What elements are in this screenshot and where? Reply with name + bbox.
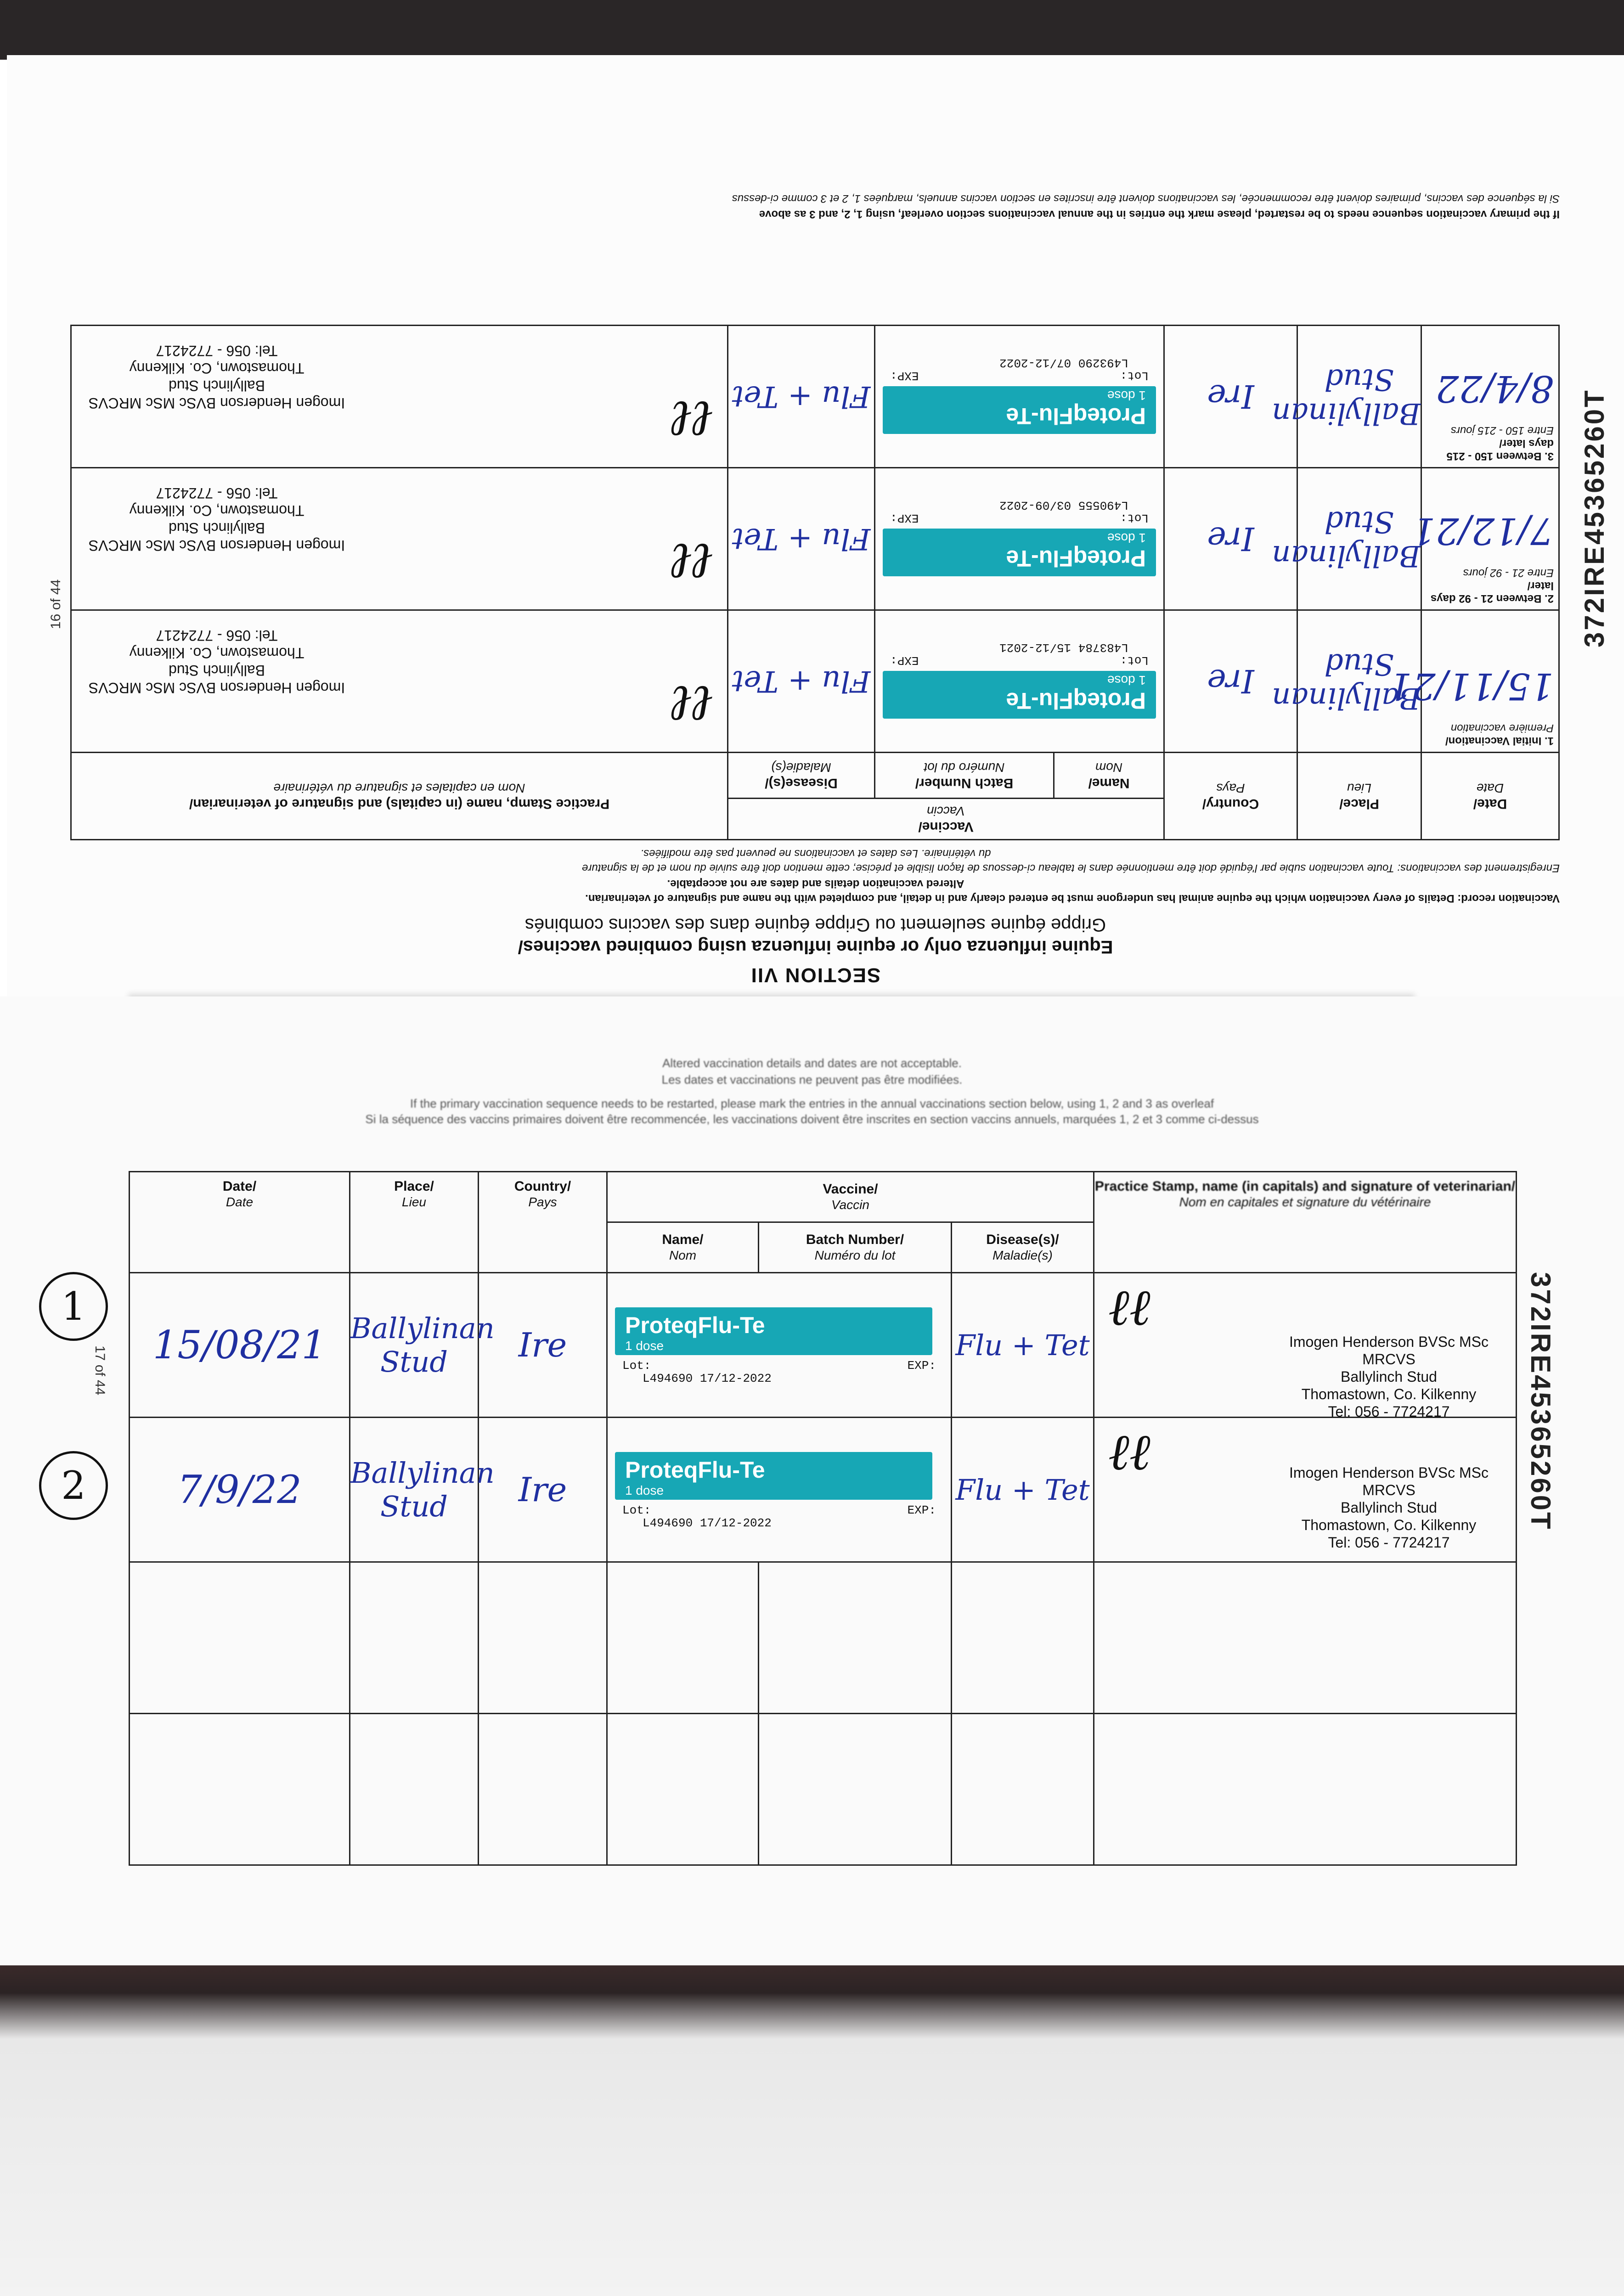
row-disease: Flu + Tet xyxy=(728,468,875,610)
blurred-note-1: Altered vaccination details and dates are not acceptable. xyxy=(662,1056,962,1070)
vet-phone: Tel: 056 - 7724217 xyxy=(156,485,278,501)
vaccine-exp: 03/09-2022 xyxy=(999,498,1071,512)
vaccine-exp: 17/12-2022 xyxy=(699,1516,772,1530)
section-subtitle-en: Equine influenza only or equine influenza using combined vaccines/ xyxy=(518,937,1113,957)
header-disease-fr: Maladie(s) xyxy=(771,760,831,775)
vaccine-brand: ProteqFlu-Te xyxy=(1006,546,1146,572)
header-country-fr: Pays xyxy=(1216,781,1245,796)
table-row xyxy=(130,1418,1517,1562)
vet-stamp-cell xyxy=(71,326,728,468)
vet-stamp-cell xyxy=(1094,1273,1517,1418)
vet-address: Thomastown, Co. Kilkenny xyxy=(1301,1386,1477,1402)
row-place: Ballylinan Stud xyxy=(350,1418,479,1562)
row-country: Ire xyxy=(479,1418,607,1562)
header-place-fr: Lieu xyxy=(402,1195,426,1209)
row-marker: 1 xyxy=(39,1272,108,1341)
vaccine-dose: 1 dose xyxy=(1107,531,1146,546)
row-place: Ballylinan Stud xyxy=(1297,468,1421,610)
header-vaccine-fr: Vaccin xyxy=(927,804,965,819)
row-stage-fr: Entre 150 - 215 jours xyxy=(1450,424,1554,437)
vet-phone: Tel: 056 - 7724217 xyxy=(156,343,278,359)
row-disease: Flu + Tet xyxy=(952,1273,1094,1418)
vet-phone: Tel: 056 - 7724217 xyxy=(1328,1403,1450,1420)
vet-practice: Ballylinch Stud xyxy=(1341,1368,1437,1385)
blurred-note-2: Les dates et vaccinations ne peuvent pas être modifiées. xyxy=(661,1073,963,1086)
header-country: Country/ xyxy=(514,1179,571,1194)
row-country: Ire xyxy=(1164,326,1297,468)
vaccine-label: ProteqFlu-Te 1 dose Lot: EXP: L494690 17/12-2022 xyxy=(607,1273,952,1418)
footer-fr: Si la séquence des vaccins, primaires doivent être recommencée, les vaccinations doivent être inscrites en section vaccins annuels, marquées 1, 2 et 3 comme ci-dessus xyxy=(732,192,1560,205)
header-disease-fr: Maladie(s) xyxy=(992,1248,1053,1262)
table-row xyxy=(130,1562,1517,1714)
header-stamp-fr: Nom en capitales et signature du vétérinaire xyxy=(1179,1195,1431,1209)
vet-practice: Ballylinch Stud xyxy=(169,662,265,679)
row-disease: Flu + Tet xyxy=(728,326,875,468)
row-marker: 2 xyxy=(39,1451,108,1520)
vet-name: Imogen Henderson BVSc MSc MRCVS xyxy=(1289,1464,1489,1498)
vet-stamp xyxy=(79,342,355,412)
vaccine-label: ProteqFlu-Te 1 dose Lot: EXP: L494690 17/12-2022 xyxy=(607,1418,952,1562)
header-date: Date/ xyxy=(1473,796,1507,812)
vet-name: Imogen Henderson BVSc MSc MRCVS xyxy=(88,395,345,411)
row-stage: 3. Between 150 - 215 days later/ xyxy=(1446,437,1554,462)
vaccine-exp: 15/12-2021 xyxy=(999,641,1071,655)
header-vaccine: Vaccine/ xyxy=(918,819,974,835)
vet-phone: Tel: 056 - 7724217 xyxy=(156,627,278,644)
section-title: SECTION VII xyxy=(750,964,881,986)
row-country: Ire xyxy=(1164,610,1297,753)
lower-page xyxy=(0,996,1624,1965)
row-date: 7/9/22 xyxy=(130,1418,350,1562)
signature: ℓℓ xyxy=(671,675,713,733)
header-date-fr: Date xyxy=(1476,781,1504,796)
header-place: Place/ xyxy=(1339,796,1379,812)
row-stage: 1. Initial Vaccination/ xyxy=(1445,735,1554,747)
vet-address: Thomastown, Co. Kilkenny xyxy=(129,360,304,377)
signature: ℓℓ xyxy=(671,532,713,591)
blurred-note-3: If the primary vaccination sequence needs to be restarted, please mark the entries in the annual vaccinations section below, using 1, 2 and 3 as overleaf xyxy=(410,1097,1214,1110)
vaccine-lot: L493290 xyxy=(1078,356,1128,370)
vaccine-lot: L483784 xyxy=(1078,641,1128,655)
footer-en: If the primary vaccination sequence needs to be restarted, please mark the entries in the annual vaccinations section overleaf, using 1, 2, and 3 as above xyxy=(759,208,1560,220)
document-id: 372IRE45365260T xyxy=(1525,1272,1556,1531)
vet-stamp xyxy=(1269,1464,1508,1551)
row-disease: Flu + Tet xyxy=(728,610,875,753)
row-date: 15/11/21 xyxy=(1388,665,1554,708)
row-place: Ballylinan Stud xyxy=(350,1273,479,1418)
header-stamp: Practice Stamp, name (in capitals) and signature of veterinarian/ xyxy=(189,796,610,812)
vaccine-brand: ProteqFlu-Te xyxy=(1006,403,1146,429)
header-batch-fr: Numéro du lot xyxy=(924,760,1005,775)
vet-address: Thomastown, Co. Kilkenny xyxy=(129,502,304,519)
vet-name: Imogen Henderson BVSc MSc MRCVS xyxy=(88,680,345,696)
section-subtitle-fr: Grippe équine seulement ou Grippe équine dans des vaccins combinés xyxy=(524,915,1106,935)
note-fr: Enregistrement des vaccinations: Toute vaccination subie par l'équidé doit être mentionnée dans le tableau ci-dessous de façon lisible et précise; cette mention doit être suivie du nom et de la signature xyxy=(582,862,1560,874)
header-disease: Disease(s)/ xyxy=(765,776,838,791)
header-name-fr: Nom xyxy=(669,1248,697,1262)
row-date: 7/12/21 xyxy=(1412,510,1554,552)
scan-edge-bottom xyxy=(0,1965,1624,2296)
vaccine-label: ProteqFlu-Te 1 dose Lot: EXP: L483784 15/12-2021 xyxy=(875,610,1164,753)
vet-stamp xyxy=(1269,1333,1508,1420)
vet-address: Thomastown, Co. Kilkenny xyxy=(1301,1517,1477,1533)
row-date: 8/4/22 xyxy=(1435,367,1554,410)
header-vaccine-fr: Vaccin xyxy=(831,1197,869,1212)
vet-phone: Tel: 056 - 7724217 xyxy=(1328,1534,1450,1551)
table-row xyxy=(71,468,1559,610)
note-en: Vaccination record: Details of every vaccination which the equine animal has undergone must be entered clearly and in detail, and completed with the name and signature of veterinarian. xyxy=(585,892,1560,905)
vaccine-lot: L494690 xyxy=(643,1372,693,1385)
note-fr-2: du vétérinaire. Les dates et vaccinations ne peuvent pas être modifiées. xyxy=(640,847,991,860)
row-place: Ballylinan Stud xyxy=(1297,326,1421,468)
vet-address: Thomastown, Co. Kilkenny xyxy=(129,645,304,661)
vet-name: Imogen Henderson BVSc MSc MRCVS xyxy=(88,537,345,554)
vaccine-brand: ProteqFlu-Te xyxy=(1006,688,1146,714)
header-date: Date/ xyxy=(222,1179,257,1194)
vaccine-lot: L494690 xyxy=(643,1516,693,1530)
vaccine-dose: 1 dose xyxy=(1107,673,1146,688)
vaccine-lot: L490555 xyxy=(1078,498,1128,512)
signature: ℓℓ xyxy=(671,390,713,449)
header-stamp-fr: Nom en capitales et signature du vétérinaire xyxy=(273,781,525,796)
vet-practice: Ballylinch Stud xyxy=(1341,1499,1437,1516)
row-date: 15/08/21 xyxy=(130,1273,350,1418)
vaccine-dose: 1 dose xyxy=(625,1339,664,1353)
row-place: Ballylinan Stud xyxy=(1297,610,1421,753)
header-country: Country/ xyxy=(1202,796,1259,812)
table-row xyxy=(71,326,1559,468)
vet-stamp-cell xyxy=(71,610,728,753)
header-batch-fr: Numéro du lot xyxy=(814,1248,896,1262)
document-id: 372IRE45365260T xyxy=(1579,388,1610,647)
blurred-note-4: Si la séquence des vaccins primaires doivent être recommencée, les vaccinations doivent être inscrites en section vaccins annuels, marquées 1, 2 et 3 comme ci-dessus xyxy=(365,1112,1259,1126)
vaccine-exp: 17/12-2022 xyxy=(699,1372,772,1385)
vaccine-label: ProteqFlu-Te 1 dose Lot: EXP: L490555 03/09-2022 xyxy=(875,468,1164,610)
upper-page xyxy=(7,55,1624,996)
vet-practice: Ballylinch Stud xyxy=(169,377,265,394)
signature: ℓℓ xyxy=(1108,1278,1150,1337)
vaccine-label: ProteqFlu-Te 1 dose Lot: EXP: L493290 07/12-2022 xyxy=(875,326,1164,468)
vaccine-brand: ProteqFlu-Te xyxy=(625,1457,765,1483)
row-country: Ire xyxy=(1164,468,1297,610)
vet-stamp-cell xyxy=(71,468,728,610)
page-number: 16 of 44 xyxy=(48,579,63,629)
header-date-fr: Date xyxy=(226,1195,254,1209)
lower-vaccination-table xyxy=(129,1171,1517,1866)
header-country-fr: Pays xyxy=(528,1195,557,1209)
upper-page-content xyxy=(7,55,1624,996)
header-place-fr: Lieu xyxy=(1347,781,1371,796)
row-disease: Flu + Tet xyxy=(952,1418,1094,1562)
vet-name: Imogen Henderson BVSc MSc MRCVS xyxy=(1289,1334,1489,1367)
vet-stamp xyxy=(79,484,355,554)
row-stage: 2. Between 21 - 92 days later/ xyxy=(1430,580,1554,605)
header-batch: Batch Number/ xyxy=(806,1232,904,1247)
header-stamp: Practice Stamp, name (in capitals) and signature of veterinarian/ xyxy=(1094,1179,1516,1194)
row-stage-fr: Entre 21 - 92 jours xyxy=(1463,567,1554,579)
vet-stamp xyxy=(79,627,355,697)
table-row xyxy=(71,610,1559,753)
note-en-2: Altered vaccination details and dates are not acceptable. xyxy=(667,878,964,890)
upper-vaccination-table xyxy=(70,325,1560,840)
scan-edge-top xyxy=(0,0,1624,60)
vet-practice: Ballylinch Stud xyxy=(169,520,265,536)
vaccine-exp: 07/12-2022 xyxy=(999,356,1071,370)
header-vaccine: Vaccine/ xyxy=(823,1181,878,1197)
row-country: Ire xyxy=(479,1273,607,1418)
header-name: Name/ xyxy=(662,1232,704,1247)
table-row xyxy=(130,1714,1517,1865)
page-number: 17 of 44 xyxy=(92,1345,107,1396)
vaccine-dose: 1 dose xyxy=(625,1483,664,1497)
header-batch: Batch Number/ xyxy=(915,776,1014,791)
header-disease: Disease(s)/ xyxy=(986,1232,1059,1247)
vaccine-dose: 1 dose xyxy=(1107,388,1146,403)
vaccine-brand: ProteqFlu-Te xyxy=(625,1312,765,1338)
header-place: Place/ xyxy=(394,1179,434,1194)
header-name-fr: Nom xyxy=(1095,760,1123,775)
signature: ℓℓ xyxy=(1108,1423,1150,1481)
header-name: Name/ xyxy=(1088,776,1130,791)
row-stage-fr: Première vaccination xyxy=(1450,722,1554,734)
vet-stamp-cell xyxy=(1094,1418,1517,1562)
table-row xyxy=(130,1273,1517,1418)
